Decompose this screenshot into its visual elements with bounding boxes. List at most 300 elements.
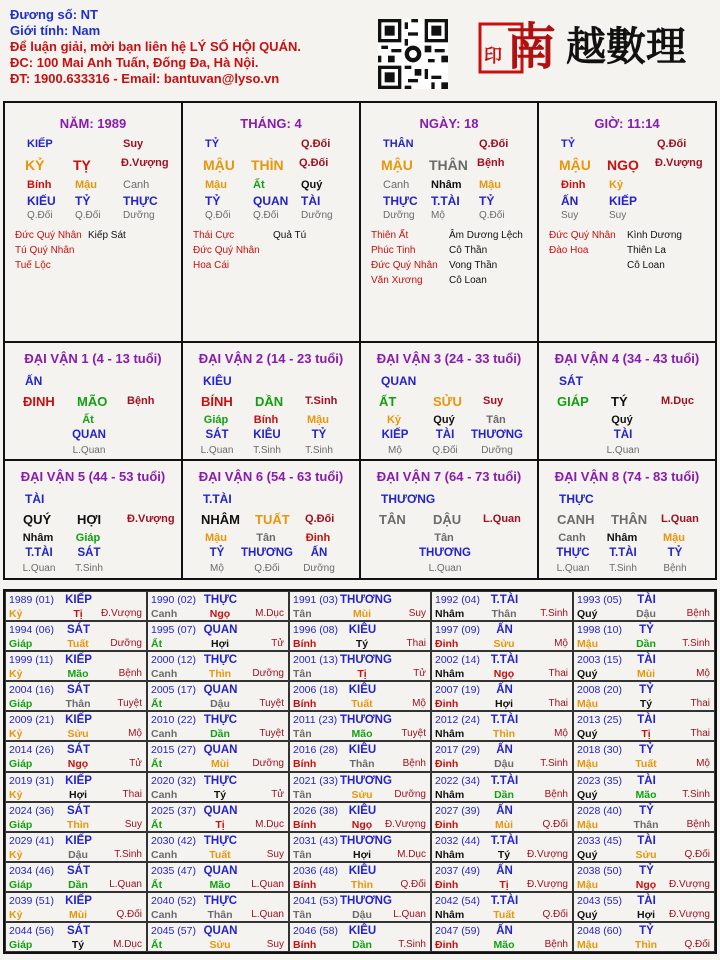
star-good: Thái Cực [193,230,235,241]
year-cell [431,741,573,771]
year-cell [147,651,289,681]
year-branch: Mão [635,788,657,801]
year-ten-god: TÀI [637,894,656,907]
year-ten-god: KIẾP [65,834,92,847]
year-branch: Dần [68,878,88,891]
year-stage: Suy [266,848,284,860]
year-stem: Đinh [435,878,459,891]
year-cell [573,832,715,862]
year-ten-god: T.TÀI [490,894,519,907]
hidden-stage: Q.Đối [253,210,279,221]
dai-van-cell [359,459,539,580]
dai-van-hidden-stage: L.Quan [200,445,234,456]
year-stage: L.Quan [109,878,142,890]
year-branch: Tuất [67,638,89,651]
year-ten-god: QUAN [203,744,238,757]
year-cell [5,681,147,711]
hidden-stem: Mậu [75,179,97,191]
year-stage: Mộ [128,728,142,740]
dai-van-title: ĐẠI VẬN 2 (14 - 23 tuổi) [198,351,344,366]
dai-van-stem: CANH [557,512,595,527]
year-cell [5,892,147,922]
year-label: 2039 (51) [9,894,54,907]
year-stem: Quý [577,908,598,921]
year-cell [289,892,431,922]
year-ten-god: T.TÀI [490,594,519,606]
pillar-title: NĂM: 1989 [59,116,127,131]
year-stem: Tân [293,728,312,741]
dai-van-title: ĐẠI VẬN 7 (64 - 73 tuổi) [376,469,522,484]
dai-van-hidden-ten-god: KIÊU [253,429,281,441]
dai-van-hidden-ten-god: TÀI [613,429,633,441]
year-ten-god: THƯƠNG [340,714,392,727]
year-stem: Quý [577,848,598,861]
year-label: 1989 (01) [9,594,54,606]
dai-van-hidden-stage: Dưỡng [303,563,335,574]
year-stage: Mộ [412,698,426,710]
year-stem: Mậu [577,758,598,771]
star-other: Kiếp Sát [88,230,126,241]
year-label: 2031 (43) [293,834,338,847]
year-cell [431,621,573,651]
year-cell [147,802,289,832]
dai-van-branch: HỢI [77,512,102,527]
year-label: 1990 (02) [151,594,196,606]
year-branch: Sửu [209,938,231,951]
year-cell [431,772,573,802]
year-stem: Mậu [577,818,598,831]
year-branch: Dậu [636,608,656,620]
year-label: 1995 (07) [151,624,196,637]
dai-van-row-2 [3,461,717,580]
year-ten-god: ẤN [496,864,513,877]
year-stem: Quý [577,668,598,681]
year-label: 2008 (20) [577,684,622,697]
year-stem: Ất [151,938,163,951]
year-stem: Nhâm [435,668,465,681]
year-stage: Tử [271,788,284,800]
year-stage: L.Quan [251,878,284,890]
dai-van-hidden-stage: T.Sinh [305,445,333,456]
year-label: 2009 (21) [9,714,54,727]
year-label: 2046 (58) [293,924,338,937]
year-label: 2013 (25) [577,714,622,727]
dai-van-stage: Q.Đối [305,513,335,525]
year-branch: Dậu [494,758,514,771]
year-stage: Tuyệt [259,698,284,710]
year-label: 2017 (29) [435,744,480,757]
year-stage: Suy [266,938,284,950]
year-label: 2027 (39) [435,804,480,817]
dai-van-cell [359,341,539,461]
year-stage: T.Sinh [682,788,710,800]
year-ten-god: KIÊU [348,744,377,757]
year-stage: Đ.Vượng [384,818,426,830]
year-stage: Q.Đối [116,908,142,920]
year-stem: Bính [293,818,317,831]
hidden-stage: Dưỡng [301,210,333,221]
hidden-ten-god: KIẾP [609,194,638,208]
star-other: Cô Thần [449,245,488,256]
year-cell [289,741,431,771]
year-stage: Q.Đối [400,878,426,890]
year-ten-god: TÀI [637,654,656,667]
dai-van-title: ĐẠI VẬN 1 (4 - 13 tuổi) [24,351,162,366]
hidden-stage: Q.Đối [205,210,231,221]
hidden-ten-god: TÀI [301,194,321,208]
year-stage: Tuyệt [401,728,426,740]
year-cell [289,922,431,952]
dai-van-hidden-stage: L.Quan [72,445,106,456]
dai-van-hidden-stage: T.Sinh [253,445,281,456]
year-branch: Tuất [209,848,231,861]
star-other: Thiên La [627,245,666,256]
year-label: 2007 (19) [435,684,480,697]
year-cell [147,922,289,952]
hidden-ten-god: KIẾU [27,194,56,208]
dai-van-hidden-ten-god: QUAN [72,429,106,441]
dai-van-hidden-stem: Nhâm [22,532,54,544]
dai-van-hidden-stem: Nhâm [606,532,638,544]
hidden-ten-god: TỶ [205,194,221,208]
year-branch: Dần [636,638,656,651]
year-ten-god: TÀI [637,774,656,787]
dai-van-hidden-stem: Mậu [663,532,685,544]
year-stage: L.Quan [251,908,284,920]
year-ten-god: THỰC [203,714,238,727]
hidden-ten-god: T.TÀI [431,194,460,208]
dai-van-hidden-stage: Q.Đối [432,445,458,456]
year-stage: Suy [124,818,142,830]
year-branch: Sửu [67,728,89,741]
year-stem: Canh [151,788,178,801]
year-branch: Tý [639,698,653,711]
year-stem: Đinh [435,758,459,771]
year-cell [431,711,573,741]
dai-van-cell [537,459,717,580]
year-label: 2016 (28) [293,744,338,757]
ten-god: TỶ [205,138,220,150]
stem-branch: MẬU [559,157,591,173]
dai-van-hidden-stage: Bệnh [663,563,687,574]
dai-van-hidden-stem: Quý [433,414,455,426]
dai-van-hidden-ten-god: KIẾP [381,429,409,441]
dai-van-branch: MÃO [77,394,108,409]
year-branch: Thìn [634,938,658,951]
dai-van-cell [3,341,183,461]
year-branch: Hợi [353,848,371,861]
year-stage: Bệnh [686,818,710,830]
year-stem: Bính [293,938,317,951]
year-stage: L.Quan [393,908,426,920]
year-branch: Hợi [211,638,229,651]
year-label: 2002 (14) [435,654,480,667]
star-good: Đức Quý Nhân [549,230,616,241]
dai-van-stem: GIÁP [557,394,589,409]
dai-van-hidden-stem: Kỷ [386,414,402,426]
ten-god: TỶ [561,138,576,150]
dai-van-hidden-stem: Quý [611,414,633,426]
year-cell [431,681,573,711]
year-ten-god: THƯƠNG [340,834,392,847]
hidden-stage: Q.Đối [479,210,505,221]
year-stem: Giáp [9,638,33,651]
year-cell [5,651,147,681]
year-cell [573,892,715,922]
year-stage: Dưỡng [252,668,284,680]
year-ten-god: THƯƠNG [340,894,392,907]
year-stem: Canh [151,668,178,681]
year-ten-god: SÁT [67,744,90,757]
dai-van-hidden-stem: Giáp [75,532,101,544]
year-ten-god: KIÊU [348,924,377,937]
year-label: 2023 (35) [577,774,622,787]
dai-van-cell [181,459,361,580]
dai-van-title: ĐẠI VẬN 8 (74 - 83 tuổi) [554,469,700,484]
dai-van-stage: T.Sinh [305,395,338,407]
year-cell [5,711,147,741]
dai-van-hidden-stage: T.Sinh [75,563,103,574]
year-branch: Dần [210,728,230,741]
dai-van-branch: SỬU [433,394,462,409]
year-cell [5,591,147,621]
year-ten-god: ẤN [496,804,513,817]
year-branch: Sửu [635,848,657,861]
hidden-stage: Q.Đối [27,210,53,221]
year-ten-god: THỰC [203,834,238,847]
year-cell [147,711,289,741]
year-ten-god: KIẾP [65,654,92,667]
star-good: Thiên Ất [371,230,409,241]
year-ten-god: TỶ [639,624,654,637]
year-stage: Tử [271,638,284,650]
year-stem: Nhâm [435,908,465,921]
year-label: 2029 (41) [9,834,54,847]
year-label: 2015 (27) [151,744,196,757]
dai-van-stage: L.Quan [483,513,521,525]
year-ten-god: ẤN [496,624,513,637]
hidden-stem: Kỷ [609,179,624,191]
svg-text:南: 南 [506,17,556,76]
year-ten-god: QUAN [203,924,238,937]
year-stem: Giáp [9,878,33,891]
year-ten-god: KIÊU [348,804,377,817]
pillar-cell [537,101,717,343]
year-branch: Tý [213,788,227,801]
year-cell [289,651,431,681]
year-label: 2001 (13) [293,654,338,667]
stem-branch: MẬU [381,157,413,173]
life-stage: Q.Đối [299,157,329,169]
dai-van-hidden-stem: Tân [434,532,454,544]
star-good: Đức Quý Nhân [371,260,438,271]
year-ten-god: ẤN [496,684,513,697]
year-branch: Ngọ [67,758,89,771]
year-cell [289,621,431,651]
year-cell [573,772,715,802]
star-other: Cô Loan [627,260,665,271]
year-ten-god: TÀI [637,714,656,727]
owner-name: Đương số: NT [10,7,98,22]
year-stem: Đinh [435,698,459,711]
year-branch: Dần [494,788,514,801]
year-stem: Canh [151,908,178,921]
dai-van-hidden-ten-god: TỶ [311,429,327,441]
year-stem: Quý [577,788,598,801]
dai-van-stem: NHÂM [201,512,240,527]
year-stage: Mộ [696,758,710,770]
year-ten-god: QUAN [203,684,238,697]
year-branch: Tý [71,938,85,951]
year-branch: Hợi [69,788,87,801]
dai-van-row-1 [3,343,717,461]
year-cell [431,591,573,621]
year-stem: Đinh [435,938,459,951]
year-branch: Mùi [210,758,230,771]
year-label: 1998 (10) [577,624,622,637]
ten-god: Suy [123,138,144,150]
year-cell [5,832,147,862]
ten-god: KIẾP [27,138,53,150]
dai-van-cell [3,459,183,580]
year-label: 2006 (18) [293,684,338,697]
dai-van-hidden-stem: Giáp [203,414,229,426]
year-ten-god: SÁT [67,804,90,817]
year-label: 2038 (50) [577,864,622,877]
star-good: Văn Xương [371,275,423,286]
year-stem: Kỷ [9,848,23,861]
dai-van-hidden-stage: Q.Đối [254,563,280,574]
year-stage: M.Dục [397,848,426,860]
star-good: Tú Quý Nhân [15,245,75,256]
star-good: Hoa Cái [193,260,230,271]
year-stage: Thai [122,788,142,800]
year-label: 2014 (26) [9,744,54,757]
year-stem: Ất [151,818,163,831]
year-stage: Thai [406,638,426,650]
dai-van-cell [537,341,717,461]
pillar-cell [359,101,539,343]
dai-van-hidden-stem: Đinh [305,532,331,544]
year-ten-god: THƯƠNG [340,594,392,606]
year-label: 2021 (33) [293,774,338,787]
year-branch: Tý [497,848,511,861]
year-branch: Hợi [637,908,655,921]
year-branch: Hợi [495,698,513,711]
dai-van-hidden-stem: Tân [256,532,276,544]
year-ten-god: SÁT [67,684,90,697]
year-ten-god: THỰC [203,774,238,787]
hidden-ten-god: THỰC [383,194,418,208]
year-label: 2034 (46) [9,864,54,877]
year-stem: Mậu [577,938,598,951]
star-good: Đức Quý Nhân [15,230,82,241]
year-cell [5,922,147,952]
year-ten-god: T.TÀI [490,774,519,787]
year-label: 2033 (45) [577,834,622,847]
ten-god: Q.Đối [657,138,687,150]
year-stage: Q.Đối [684,848,710,860]
year-label: 1994 (06) [9,624,54,637]
year-ten-god: KIÊU [348,624,377,637]
year-cell [147,832,289,862]
year-ten-god: TÀI [637,594,656,606]
dai-van-hidden-stage: Mộ [210,563,224,574]
year-cell [573,922,715,952]
hidden-ten-god: THỰC [123,194,158,208]
chart-header [10,7,370,87]
ten-god: THÂN [383,138,414,150]
svg-text:印: 印 [484,46,502,67]
star-other: Quả Tú [273,230,307,241]
year-label: 2044 (56) [9,924,54,937]
star-other: Âm Dương Lệch [449,230,523,241]
phone-email-line: ĐT: 1900.633316 - Email: bantuvan@lyso.vn [10,71,280,86]
year-stage: Mộ [554,728,568,740]
dai-van-stem: BÍNH [201,394,233,409]
year-stem: Nhâm [435,608,465,620]
hidden-stem: Bính [27,179,52,191]
svg-text:越數理: 越數理 [566,23,686,70]
year-ten-god: THỰC [203,894,238,907]
year-stage: Bệnh [118,668,142,680]
dai-van-stage: M.Dục [661,395,694,407]
year-cell [573,681,715,711]
year-stem: Kỷ [9,668,23,681]
dai-van-hidden-stage: L.Quan [428,563,462,574]
yearly-luck-grid [3,589,717,954]
dai-van-ten-god: ẤN [25,374,43,388]
year-branch: Tị [73,608,83,620]
dai-van-stem: ĐINH [23,394,55,409]
pillar-title: THÁNG: 4 [240,116,302,131]
year-stage: Dưỡng [394,788,426,800]
year-cell [431,922,573,952]
hidden-stem: Nhâm [431,179,462,191]
year-ten-god: KIẾP [65,774,92,787]
dai-van-hidden-stage: T.Sinh [609,563,637,574]
year-stem: Ất [151,758,163,771]
star-other: Kình Dương [627,230,682,241]
year-label: 2011 (23) [293,714,338,727]
stem-branch: NGỌ [607,157,639,173]
star-good: Đức Quý Nhân [193,245,260,256]
hidden-stem: Canh [383,179,410,191]
year-label: 2012 (24) [435,714,480,727]
year-branch: Ngọ [635,878,657,891]
year-stem: Tân [293,788,312,801]
year-ten-god: KIÊU [348,684,377,697]
year-stem: Tân [293,908,312,921]
year-cell [573,802,715,832]
year-stage: Tuyệt [259,728,284,740]
year-label: 2003 (15) [577,654,622,667]
year-ten-god: THƯƠNG [340,654,392,667]
year-branch: Mùi [636,668,656,681]
year-stem: Mậu [577,878,598,891]
year-label: 2048 (60) [577,924,622,937]
year-cell [147,591,289,621]
year-stage: Đ.Vượng [668,878,710,890]
year-label: 1993 (05) [577,594,622,606]
year-stem: Nhâm [435,788,465,801]
year-ten-god: QUAN [203,864,238,877]
year-cell [147,892,289,922]
year-branch: Mão [209,878,231,891]
contact-line: Để luận giải, mời bạn liên hệ LÝ SỐ HỘI QUÁN. [10,39,301,54]
hidden-stage: Suy [561,210,579,221]
year-cell [431,802,573,832]
